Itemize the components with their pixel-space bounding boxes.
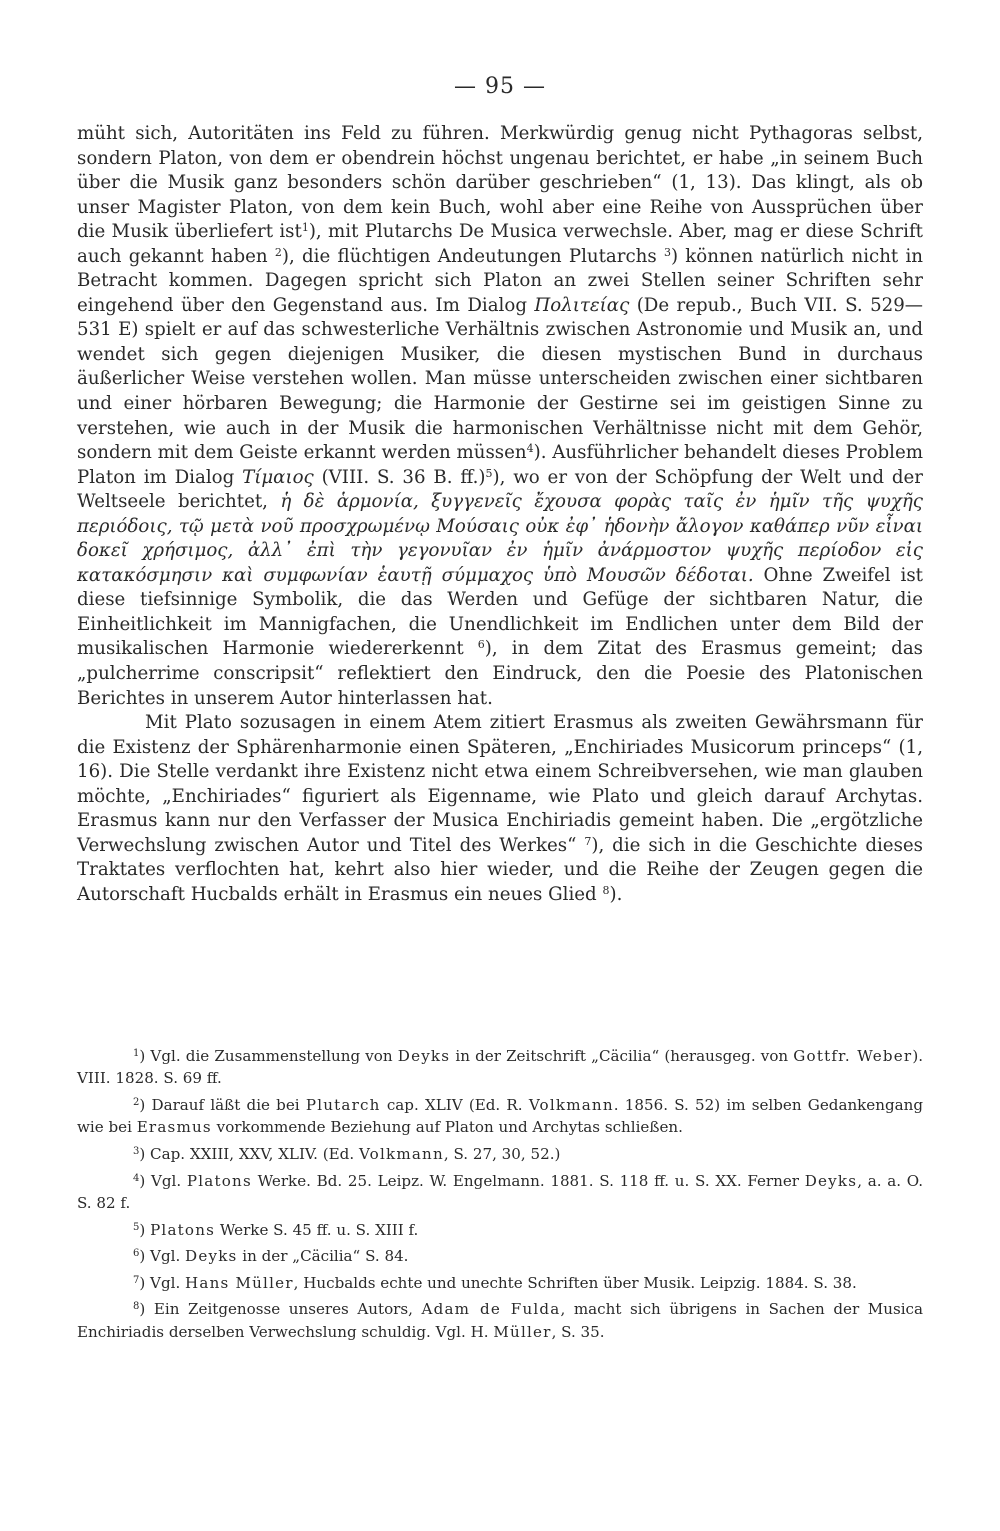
footnote-marker: 5 bbox=[133, 1221, 140, 1233]
text-run: ), die flüchtigen Andeutungen Plutarchs bbox=[281, 245, 664, 267]
body-paragraph bbox=[77, 122, 923, 711]
text-run: in der Zeitschrift „Cäcilia“ (herausgeg. von bbox=[450, 1047, 794, 1065]
footnote-reference: 1 bbox=[301, 221, 309, 235]
text-run: . 1856. S. 52) im selben Gedankengang wie bei bbox=[77, 1096, 924, 1137]
spaced-name: Erasmus bbox=[136, 1118, 212, 1137]
footnote-marker: 1 bbox=[133, 1048, 140, 1059]
footnote-marker: 7 bbox=[133, 1274, 140, 1286]
text-run: , S. 35. bbox=[551, 1322, 605, 1341]
text-run: ) bbox=[139, 1220, 151, 1239]
spaced-name: Plutarch bbox=[305, 1096, 381, 1114]
footnote-marker: 8 bbox=[133, 1301, 140, 1313]
text-run: , S. 27, 30, 52.) bbox=[443, 1145, 561, 1163]
spaced-name: Deyks bbox=[804, 1171, 858, 1190]
footnote-reference: 2 bbox=[274, 245, 282, 259]
page-number: — 95 — bbox=[454, 74, 546, 99]
text-run: (De repub., Buch VII. S. 529—531 E) spielt er auf das schwesterliche Verhältnis zwischen Astronomie und Musik an, und wendet sich gegen diejenigen Musiker, die diesen mystischen Bund in durchaus äußerlicher Weise verstehen wollen. Man müsse unterscheiden zwischen einer sichtbaren und einer hörbaren Bewegung; die Harmonie der Gestirne sei im geistigen Sinne zu verstehen, wie auch in der Musik die harmonischen Verhältnisse nicht mit dem Gehör, sondern mit dem Geiste erkannt werden müssen bbox=[77, 294, 923, 464]
text-run: ). Ausführlicher behandelt dieses Problem Platon im Dialog bbox=[77, 442, 923, 488]
greek-quotation: Πολιτείας bbox=[534, 294, 630, 316]
text-run: ) Darauf läßt die bei bbox=[139, 1096, 306, 1114]
footnote-reference: 7 bbox=[584, 834, 592, 848]
body-paragraph bbox=[77, 711, 923, 907]
footnote bbox=[77, 1272, 923, 1294]
footnote-reference: 3 bbox=[663, 245, 671, 259]
spaced-name: Hans Müller bbox=[185, 1273, 294, 1292]
footnote bbox=[77, 1298, 923, 1343]
footnote bbox=[77, 1170, 923, 1215]
text-run: ), mit Plutarchs De Musica verwechsle. Aber, mag er diese Schrift auch gekannt haben bbox=[77, 221, 923, 267]
spaced-name: Platons bbox=[186, 1171, 252, 1190]
text-run: ) Vgl. bbox=[139, 1273, 186, 1292]
spaced-name: Volkmann bbox=[528, 1096, 614, 1114]
footnote-marker: 6 bbox=[133, 1248, 140, 1260]
text-run: Werke S. 45 ff. u. S. XIII f. bbox=[215, 1220, 419, 1239]
text-run: , macht sich übrigens in Sachen der Musica Enchiriadis derselben Verwechslung schuldig. Vgl. H. bbox=[77, 1300, 923, 1341]
text-run: ) Cap. XXIII, XXV, XLIV. (Ed. bbox=[139, 1145, 359, 1163]
text-run: ), die sich in die Geschichte dieses Traktates verflochten hat, kehrt also hier wieder, und die Reihe der Zeugen gegen die Autorschaft Hucbalds erhält in Erasmus ein neues Glied bbox=[77, 834, 924, 905]
footnote-marker: 3 bbox=[133, 1146, 140, 1157]
spaced-name: Adam de Fulda bbox=[421, 1300, 561, 1319]
text-run: , a. a. O. S. 82 f. bbox=[77, 1171, 924, 1212]
text-run: ) Vgl. die Zusammenstellung von bbox=[139, 1047, 398, 1065]
text-run: in der „Cäcilia“ S. 84. bbox=[237, 1247, 409, 1266]
greek-quotation: ἡ δὲ ἁρμονία, ξυγγενεῖς ἔχουσα φορὰς ταῖς ἐν ἡμῖν τῆς ψυχῆς περιόδοις, τῷ μετὰ νοῦ προσχρωμένῳ Μούσαις οὐκ ἐφ᾽ ἡδονὴν ἄλογον καθάπερ νῦν εἶναι δοκεῖ χρήσιμος, ἀλλ᾽ ἐπὶ τὴν γεγονυῖαν ἐν ἡμῖν ἀνάρμοστον ψυχῆς περίοδον εἰς κατακόσμησιν καὶ συμφωνίαν ἑαυτῇ σύμμαχος ὑπὸ Μουσῶν δέδοται. bbox=[77, 491, 923, 586]
text-run: müht sich, Autoritäten ins Feld zu führen. Merkwürdig genug nicht Pythagoras selbst, sondern Platon, von dem er obendrein höchst ungenau berichtet, er habe „in seinem Buch über die Musik ganz besonders schön darüber geschrieben“ (1, 13). Das klingt, als ob unser Magister Platon, von dem kein Buch, wohl aber eine Reihe von Aussprüchen über die Musik überliefert ist bbox=[77, 123, 923, 243]
spaced-name: Platons bbox=[150, 1220, 216, 1239]
footnote-marker: 4 bbox=[133, 1172, 140, 1184]
footnote-reference: 4 bbox=[526, 442, 534, 456]
footnote-reference: 6 bbox=[477, 638, 485, 652]
spaced-name: Deyks bbox=[185, 1247, 238, 1266]
text-run: ). VIII. 1828. S. 69 ff. bbox=[77, 1047, 923, 1088]
text-run: Werke. Bd. 25. Leipz. W. Engelmann. 1881. S. 118 ff. u. S. XX. Ferner bbox=[251, 1171, 805, 1190]
text-run: Ohne Zweifel ist diese tiefsinnige Symbolik, die das Werden und Gefüge der sichtbaren Natur, die Einheitlichkeit im Mannigfachen, die Unendlichkeit im Endlichen unter dem Bild der musikalischen Harmonie wiedererkennt bbox=[77, 564, 923, 660]
text-run: ) können natürlich nicht in Betracht kommen. Dagegen spricht sich Platon an zwei Stellen seiner Schriften sehr eingehend über den Gegenstand aus. Im Dialog bbox=[77, 245, 923, 316]
main-text bbox=[77, 122, 923, 908]
footnote bbox=[77, 1245, 923, 1267]
text-run: ). bbox=[609, 883, 623, 905]
footnote bbox=[77, 1094, 923, 1139]
footnote bbox=[77, 1045, 923, 1090]
text-run: vorkommende Beziehung auf Platon und Archytas schließen. bbox=[211, 1118, 683, 1137]
text-run: ) Vgl. bbox=[139, 1247, 186, 1266]
text-run: ) Vgl. bbox=[139, 1171, 187, 1190]
greek-quotation: Τίμαιος bbox=[242, 466, 314, 488]
spaced-name: Volkmann bbox=[358, 1145, 444, 1163]
text-run: ), wo er von der Schöpfung der Welt und der Weltseele berichtet, bbox=[77, 466, 923, 513]
footnote-reference: 8 bbox=[602, 883, 610, 897]
footnotes bbox=[77, 1045, 923, 1347]
text-run: cap. XLIV (Ed. R. bbox=[380, 1096, 529, 1114]
footnote-marker: 2 bbox=[133, 1097, 140, 1108]
spaced-name: Müller bbox=[493, 1322, 552, 1341]
text-run: ) Ein Zeitgenosse unseres Autors, bbox=[139, 1300, 422, 1319]
footnote-reference: 5 bbox=[485, 466, 493, 480]
text-run: ), in dem Zitat des Erasmus gemeint; das „pulcherrime conscripsit“ reflektiert den Eindruck, den die Poesie des Platonischen Berichtes in unserem Autor hinterlassen hat. bbox=[77, 638, 923, 709]
spaced-name: Gottfr. Weber bbox=[793, 1047, 913, 1065]
text-run: , Hucbalds echte und unechte Schriften über Musik. Leipzig. 1884. S. 38. bbox=[293, 1273, 857, 1292]
text-run: Mit Plato sozusagen in einem Atem zitiert Erasmus als zweiten Gewährsmann für die Existenz der Sphärenharmonie einen Späteren, „Enchiriades Musicorum princeps“ (1, 16). Die Stelle verdankt ihre Existenz nicht etwa einem Schreibversehen, wie man glauben möchte, „Enchiriades“ figuriert als Eigenname, wie Plato und gleich darauf Archytas. Erasmus kann nur den Verfasser der Musica Enchiriadis gemeint haben. Die „ergötzliche Verwechslung zwischen Autor und Titel des Werkes“ bbox=[77, 712, 923, 856]
footnote bbox=[77, 1143, 923, 1165]
spaced-name: Deyks bbox=[397, 1047, 451, 1065]
footnote bbox=[77, 1219, 923, 1241]
text-run: (VIII. S. 36 B. ff.) bbox=[313, 466, 486, 488]
